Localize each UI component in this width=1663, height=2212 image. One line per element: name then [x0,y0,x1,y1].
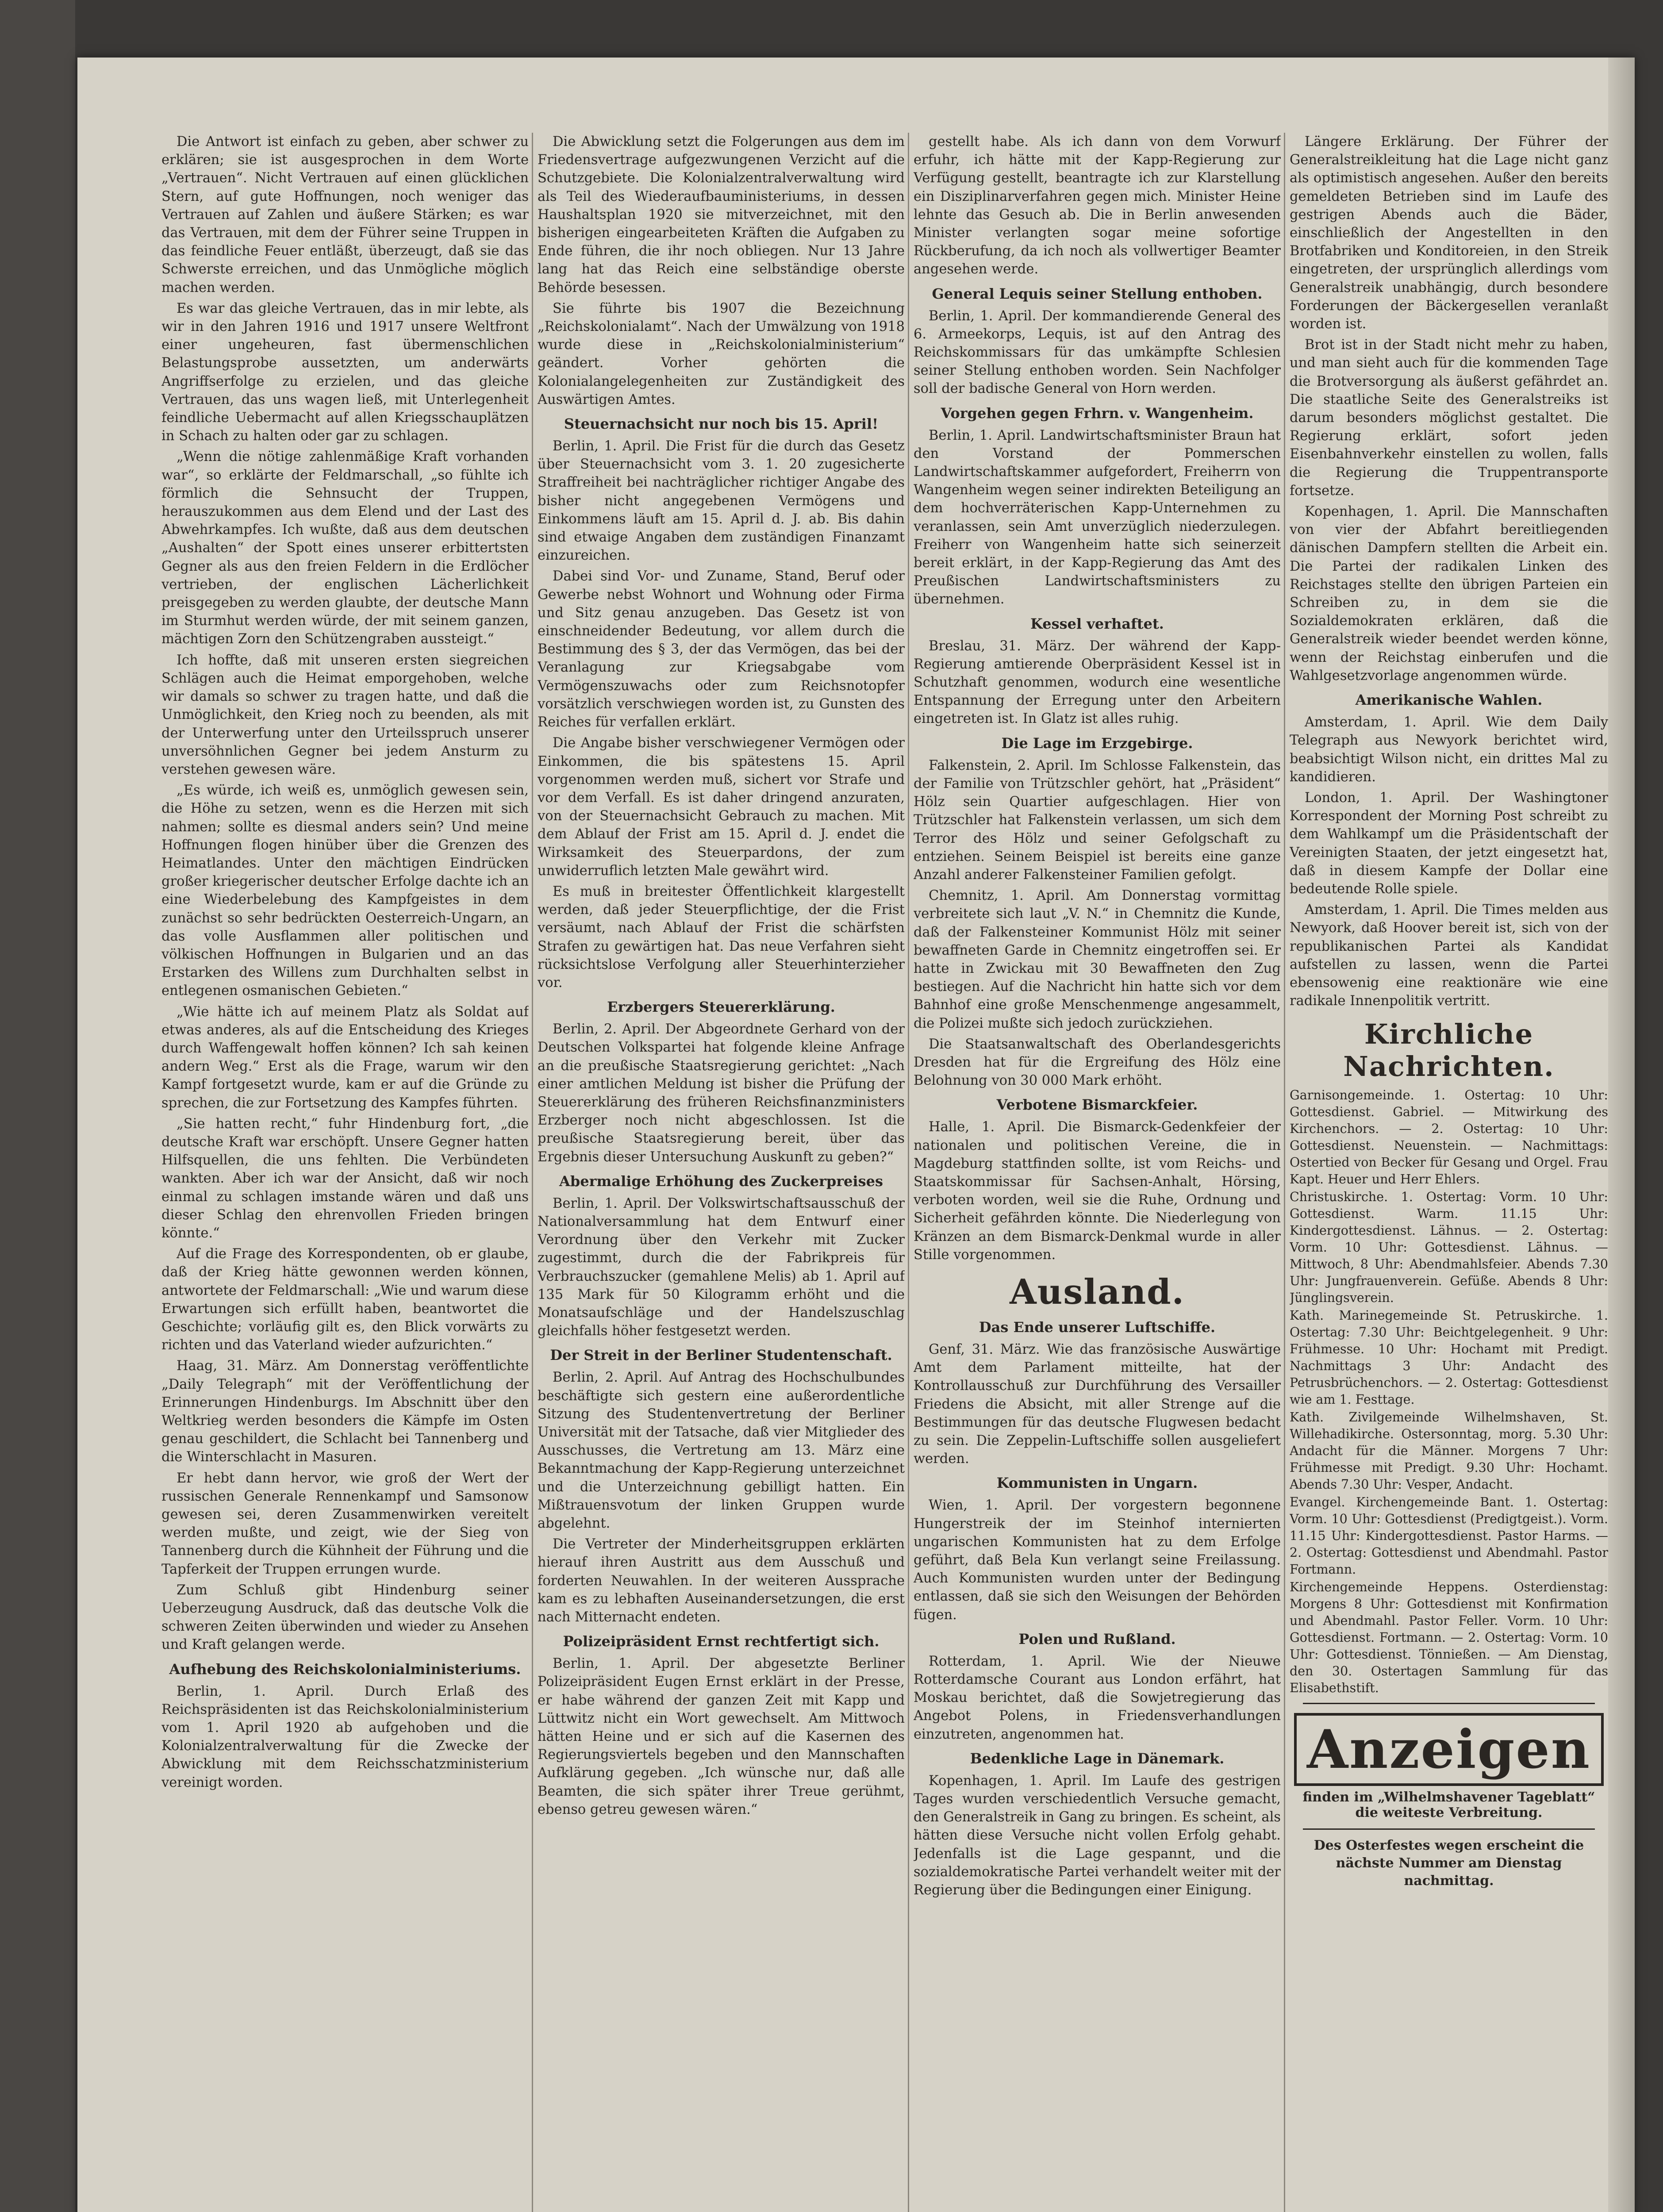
column-rule [1284,133,1285,2212]
article-paragraph: Es muß in breitester Öffentlichkeit klargestellt werden, daß jeder Steuerpflichtige, der die Frist versäumt, nach Ablauf der Frist die schärfsten Strafen zu gewärtigen hat. Das neue Verfahren sieht rücksichtslose Verfolgung aller Steuerhinterzieher vor. [538,883,905,991]
article-paragraph: Berlin, 1. April. Der Volkswirtschaftsausschuß der Nationalversammlung hat dem Entwurf einer Verordnung über den Verkehr mit Zucker zugestimmt, durch die der Fabrikpreis für Verbrauchszucker (gemahlene Melis) ab 1. April auf 135 Mark für 50 Kilogramm erhöht und die Monatsaufschläge und der Handelszuschlag gleichfalls höher festgesetzt werden. [538,1195,905,1339]
article-paragraph: „Es würde, ich weiß es, unmöglich gewesen sein, die Höhe zu setzen, wenn es die Herzen mit sich nahmen; sollte es diesmal anders sein? Und meine Hoffnungen flogen hinüber über die Grenzen des Heimatlandes. Unter den mächtigen Eindrücken großer kriegerischer deutscher Erfolge dachte ich an eine Wiederbelebung des Kampfgeistes in dem zunächst so sehr bedrückten Oesterreich-Ungarn, an das volle Ausflammen aller politischen und völkischen Hoffnungen in Bulgarien und an das Erstarken des Willens zum Durchhalten selbst in entlegenen osmanischen Gebieten.“ [161,783,529,999]
article-heading: Aufhebung des Reichskolonialministeriums. [169,1660,521,1678]
page-fold-shadow [1608,58,1635,2212]
article-paragraph: Ich hoffte, daß mit unseren ersten siegreichen Schlägen auch die Heimat emporgehoben, welche wir damals so schwer zu tragen hatte, und daß die Unmöglichkeit, den Krieg noch zu beenden, als mit der Unterwerfung unter den Urteilsspruch unserer unversöhnlichen Gegner bei jedem Ansturm zu verstehen gewesen wäre. [161,652,529,777]
church-notice: Evangel. Kirchengemeinde Bant. 1. Ostertag: Vorm. 10 Uhr: Gottesdienst (Predigtgeist.). Vorm. 11.15 Uhr: Kindergottesdienst. Pastor Harms. — 2. Ostertag: Gottesdienst und Abendmahl. Pastor Fortmann. [1290,1495,1608,1577]
article-paragraph: Rotterdam, 1. April. Wie der Nieuwe Rotterdamsche Courant aus London erfährt, hat Moskau berichtet, daß die Sowjetregierung das Angebot Polens, in Friedensverhandlungen einzutreten, angenommen hat. [914,1653,1281,1742]
article-paragraph: Wien, 1. April. Der vorgestern begonnene Hungerstreik der im Steinhof internierten ungarischen Kommunisten hat zu dem Erfolge geführt, daß Bela Kun verlangt seine Freilassung. Auch Kommunisten wurden unter der Bedingung entlassen, daß sie sich den Weisungen der Behörden fügen. [914,1498,1281,1623]
article-heading: Amerikanische Wahlen. [1355,691,1543,709]
article-paragraph: Berlin, 1. April. Der kommandierende General des 6. Armeekorps, Lequis, ist auf den Antrag des Reichskommissars für das umkämpfte Schlesien seiner Stellung enthoben worden. Sein Nachfolger soll der badische General von Horn werden. [914,308,1281,397]
column-3 [914,133,1281,2212]
article-paragraph: Längere Erklärung. Der Führer der Generalstreikleitung hat die Lage nicht ganz als optimistisch angesehen. Außer den bereits gemeldeten Betrieben sind im Laufe des gestrigen Abends auch die Bäder, einschließlich der Angestellten in den Brotfabriken und Konditoreien, in den Streik eingetreten, der ursprünglich allerdings vom Generalstreik unabhängig, durch besondere Forderungen der Bäckergesellen veranlaßt worden ist. [1290,134,1608,332]
article-heading: Kessel verhaftet. [1030,615,1164,632]
church-notice: Kath. Marinegemeinde St. Petruskirche. 1. Ostertag: 7.30 Uhr: Beichtgelegenheit. 9 Uhr: Frühmesse. 10 Uhr: Hochamt mit Predigt. Nachmittags 3 Uhr: Andacht des Petrusbrüchenchors. — 2. Ostertag: Gottesdienst wie am 1. Festtage. [1290,1308,1608,1407]
article-paragraph: Breslau, 31. März. Der während der Kapp-Regierung amtierende Oberpräsident Kessel ist in Schutzhaft genommen, wodurch eine wesentliche Entspannung der Erregung unter den Arbeitern eingetreten ist. In Glatz ist alles ruhig. [914,638,1281,727]
ads-box-title: Anzeigen [1294,1713,1604,1786]
article-paragraph: Auf die Frage des Korrespondenten, ob er glaube, daß der Krieg hätte gewonnen werden können, antwortete der Feldmarschall: „Wie und warum diese Erwartungen sich erfüllt haben, beantwortet die Geschichte; vorläufig gilt es, den Blick vorwärts zu richten und das Vaterland wieder aufzurichten.“ [161,1246,529,1353]
newspaper-page [77,58,1635,2212]
article-paragraph: Brot ist in der Stadt nicht mehr zu haben, und man sieht auch für die kommenden Tage die Brotversorgung als äußerst gefährdet an. Die staatliche Seite des Generalstreiks ist darum besonders möglichst gestaltet. Die Regierung erklärt, sofort jeden Eisenbahnverkehr einstellen zu wollen, falls die Regierung die Truppentransporte fortsetze. [1290,337,1608,499]
article-paragraph: Genf, 31. März. Wie das französische Auswärtige Amt dem Parlament mitteilte, hat der Kontrollausschuß zur Durchführung des Versailler Friedens die Absicht, mit aller Strenge auf die Bestimmungen für das deutsche Flugwesen bedacht zu sein. Die Zeppelin-Luftschiffe sollen ausgeliefert werden. [914,1341,1281,1467]
church-notice: Garnisongemeinde. 1. Ostertag: 10 Uhr: Gottesdienst. Gabriel. — Mitwirkung des Kirchenchors. — 2. Ostertag: 10 Uhr: Gottesdienst. Neuenstein. — Nachmittags: Ostertied von Becker für Gesang und Orgel. Frau Kapt. Heuer und Herr Ehlers. [1290,1088,1608,1187]
article-paragraph: Berlin, 1. April. Durch Erlaß des Reichspräsidenten ist das Reichskolonialministerium vom 1. April 1920 ab aufgehoben und die Kolonialzentralverwaltung für die Zwecke der Abwicklung mit dem Reichsschatzministerium vereinigt worden. [161,1683,529,1790]
section-title-ausland: Ausland. [1010,1271,1185,1312]
article-paragraph: Die Antwort ist einfach zu geben, aber schwer zu erklären; sie ist ausgesprochen in dem Worte „Vertrauen“. Nicht Vertrauen auf einen glücklichen Stern, auf gute Hoffnungen, noch weniger das Vertrauen auf Zahlen und äußere Stärken; es war das Vertrauen, mit dem der Führer seine Truppen in das feindliche Feuer entläßt, überzeugt, daß sie das Schwerste erreichen, und das Unmögliche möglich machen werden. [161,134,529,296]
article-paragraph: „Sie hatten recht,“ fuhr Hindenburg fort, „die deutsche Kraft war erschöpft. Unsere Gegner hatten Hilfsquellen, die uns fehlten. Die Verbündeten wankten. Aber ich war der Ansicht, daß wir noch einmal zu schlagen imstande wären und daß uns dieser Schlag den ehrenvollen Frieden bringen könnte.“ [161,1116,529,1241]
article-paragraph: Chemnitz, 1. April. Am Donnerstag vormittag verbreitete sich laut „V. N.“ in Chemnitz die Kunde, daß der Falkensteiner Kommunist Hölz mit seiner bewaffneten Garde in Chemnitz eingetroffen sei. Er hatte in Zwickau mit 30 Bewaffneten den Zug bestiegen. Auf die Nachricht hin hatte sich vor dem Bahnhof eine große Menschenmenge angesammelt, die Polizei mußte sich jedoch zurückziehen. [914,888,1281,1031]
article-paragraph: Die Staatsanwaltschaft des Oberlandesgerichts Dresden hat für die Ergreifung des Hölz eine Belohnung von 30 000 Mark erhöht. [914,1036,1281,1089]
article-paragraph: Berlin, 1. April. Landwirtschaftsminister Braun hat den Vorstand der Pommerschen Landwirtschaftskammer aufgefordert, Freiherrn von Wangenheim wegen seiner indirekten Beteiligung an dem hochverräterischen Kapp-Unternehmen zu veranlassen, sein Amt unverzüglich niederzulegen. Freiherr von Wangenheim hatte sich seinerzeit bereit erklärt, in der Kapp-Regierung das Amt des Preußischen Landwirtschaftsministers zu übernehmen. [914,427,1281,607]
article-paragraph: Berlin, 2. April. Der Abgeordnete Gerhard von der Deutschen Volkspartei hat folgende kleine Anfrage an die preußische Staatsregierung gerichtet: „Nach einer amtlichen Meldung ist bisher die Prüfung der Steuererklärung des früheren Reichsfinanzministers Erzberger noch nicht abgeschlossen. Ist die preußische Staatsregierung bereit, über das Ergebnis dieser Untersuchung Auskunft zu geben?“ [538,1022,905,1165]
divider [1303,1703,1595,1704]
article-heading: Polizeipräsident Ernst rechtfertigt sich. [563,1633,880,1650]
column-1 [161,133,529,2212]
article-paragraph: Die Vertreter der Minderheitsgruppen erklärten hierauf ihren Austritt aus dem Ausschuß und forderten Neuwahlen. In der weiteren Aussprache kam es zu lebhaften Auseinandersetzungen, die erst nach Mitternacht endeten. [538,1536,905,1625]
article-paragraph: Halle, 1. April. Die Bismarck-Gedenkfeier der nationalen und politischen Vereine, die in Magdeburg stattfinden sollte, ist vom Reichs- und Staatskommissar für Sachsen-Anhalt, Hörsing, verboten worden, weil sie die Ruhe, Ordnung und Sicherheit gefährden könnte. Die Niederlegung von Kränzen an dem Bismarck-Denkmal wurde in aller Stille vorgenommen. [914,1119,1281,1263]
article-paragraph: Falkenstein, 2. April. Im Schlosse Falkenstein, das der Familie von Trützschler gehört, hat „Präsident“ Hölz sein Quartier aufgeschlagen. Hier von Trützschler hat Falkenstein verlassen, um sich dem Terror des Hölz und seiner Gefolgschaft zu entziehen. Seinem Beispiel ist bereits eine ganze Anzahl anderer Falkensteiner Familien gefolgt. [914,757,1281,883]
article-paragraph: „Wie hätte ich auf meinem Platz als Soldat auf etwas anderes, als auf die Entscheidung des Krieges durch Waffengewalt hoffen können? Ich sah keinen andern Weg.“ Erst als die Frage, warum wir den Kampf fortgesetzt wurde, kam er auf die Gründe zu sprechen, die zur Fortsetzung des Kampfes führten. [161,1004,529,1111]
article-paragraph: Es war das gleiche Vertrauen, das in mir lebte, als wir in den Jahren 1916 und 1917 unsere Weltfront einer ungeheuren, fast übermenschlichen Belastungsprobe aussetzten, um anderwärts Angriffserfolge zu erzielen, und das gleiche Vertrauen, das uns wagen ließ, mit Unterlegenheit feindliche Uebermacht auf allen Kriegsschauplätzen in Schach zu halten oder gar zu schlagen. [161,300,529,444]
article-heading: Steuernachsicht nur noch bis 15. April! [564,415,879,433]
article-heading: Abermalige Erhöhung des Zuckerpreises [559,1172,883,1190]
article-paragraph: Haag, 31. März. Am Donnerstag veröffentlichte „Daily Telegraph“ mit der Veröffentlichung der Erinnerungen Hindenburgs. Im Abschnitt über den Weltkrieg werden besonders die Kämpfe im Osten genau geschildert, die Schlacht bei Tannenberg und die Winterschlacht in Masuren. [161,1358,529,1465]
article-paragraph: Kopenhagen, 1. April. Die Mannschaften von vier der Abfahrt bereitliegenden dänischen Dampfern stellten die Arbeit ein. Die Partei der radikalen Linken des Reichstages stellte den übrigen Parteien ein Schreiben zu, in dem sie die Sozialdemokraten erklären, daß die Generalstreik wieder beendet werden könne, wenn der Reichstag einberufen und die Wahlgesetzvorlage angenommen würde. [1290,504,1608,684]
article-heading: Vorgehen gegen Frhrn. v. Wangenheim. [941,404,1254,422]
article-paragraph: „Wenn die nötige zahlenmäßige Kraft vorhanden war“, so erklärte der Feldmarschall, „so fühlte ich förmlich die Sehnsucht der Truppen, herauszukommen aus dem Elend und der Last des Abwehrkampfes. Ich wußte, daß aus dem deutschen „Aushalten“ der Spott eines unserer erbittertsten Gegner als aus den freien Feldern in die Erdlöcher vertrieben, der englischen Lächerlichkeit preisgegeben zu werden glaubte, der deutsche Mann im Sturmhut werden würde, der mit seinem ganzen, mächtigen Zorn den Schützengraben aussteigt.“ [161,449,529,647]
article-paragraph: Amsterdam, 1. April. Die Times melden aus Newyork, daß Hoover bereit ist, sich von der republikanischen Partei als Kandidat aufstellen zu lassen, wenn die Partei ebensowenig eine reaktionäre wie eine radikale Innenpolitik vertritt. [1290,902,1608,1009]
ads-note: finden im „Wilhelmshavener Tageblatt“ die weiteste Verbreitung. [1302,1790,1595,1821]
article-heading: Erzbergers Steuererklärung. [607,998,835,1016]
church-notice: Kath. Zivilgemeinde Wilhelmshaven, St. Willehadikirche. Ostersonntag, morg. 5.30 Uhr: Andacht für die Männer. Morgens 7 Uhr: Frühmesse mit Predigt. 9.30 Uhr: Hochamt. Abends 7.30 Uhr: Vesper, Andacht. [1290,1410,1608,1492]
article-heading: Das Ende unserer Luftschiffe. [979,1318,1216,1336]
article-paragraph: Amsterdam, 1. April. Wie dem Daily Telegraph aus Newyork berichtet wird, beabsichtigt Wilson nicht, ein drittes Mal zu kandidieren. [1290,714,1608,785]
article-heading: Verbotene Bismarckfeier. [996,1096,1198,1114]
article-paragraph: Berlin, 1. April. Der abgesetzte Berliner Polizeipräsident Eugen Ernst erklärt in der Presse, er habe während der ganzen Zeit mit Kapp und Lüttwitz nicht ein Wort gewechselt. Am Mittwoch hätten Heine und er sich auf die Kasernen des Regierungsviertels begeben und den Mannschaften Aufklärung gegeben. „Ich wünsche nur, daß alle Beamten, die sich später ihrer Treue gerühmt, ebenso getreu gewesen wären.“ [538,1656,905,1817]
article-paragraph: Dabei sind Vor- und Zuname, Stand, Beruf oder Gewerbe nebst Wohnort und Wohnung oder Firma und Sitz genau anzugeben. Das Gesetz ist von einschneidender Bedeutung, vor allem durch die Bestimmung des § 3, der das Vermögen, das bei der Veranlagung zur Kriegsabgabe vom Vermögenszuwachs oder zum Reichsnotopfer vorsätzlich verschwiegen worden ist, zu Gunsten des Reiches für verfallen erklärt. [538,568,905,730]
article-paragraph: Zum Schluß gibt Hindenburg seiner Ueberzeugung Ausdruck, daß das deutsche Volk die schweren Zeiten überwinden und wieder zu Ansehen und Kraft gelangen werde. [161,1582,529,1653]
church-notice: Kirchengemeinde Heppens. Osterdienstag: Morgens 8 Uhr: Gottesdienst mit Konfirmation und Abendmahl. Pastor Feller. Vorm. 10 Uhr: Gottesdienst. Fortmann. — 2. Ostertag: Vorm. 10 Uhr: Gottesdienst. Tönnießen. — Am Dienstag, den 30. Ostertagen Sammlung für das Elisabethstift. [1290,1580,1608,1696]
article-heading: Der Streit in der Berliner Studentenschaft. [550,1347,892,1364]
church-notices [1290,1087,1608,1697]
article-paragraph: Er hebt dann hervor, wie groß der Wert der russischen Generale Rennenkampf und Samsonow gewesen sei, deren Zusammenwirken vereitelt werden mußte, und zeigt, wie der Sieg von Tannenberg durch die Kühnheit der Führung und die Tapferkeit der Truppen errungen wurde. [161,1470,529,1577]
publication-notice: Des Osterfestes wegen erscheint die nächste Nummer am Dienstag nachmittag. [1314,1838,1584,1889]
column-rule [532,133,533,2212]
article-heading: Bedenkliche Lage in Dänemark. [970,1750,1225,1767]
article-heading: Polen und Rußland. [1018,1630,1176,1647]
column-2 [538,133,905,2212]
column-rule [908,133,909,2212]
section-title-kirchliche-nachrichten: Kirchliche Nachrichten. [1343,1018,1555,1083]
article-paragraph: Kopenhagen, 1. April. Im Laufe des gestrigen Tages wurden verschiedentlich Versuche gemacht, den Generalstreik in Gang zu bringen. Es scheint, als hätten diese Versuche nicht vollen Erfolg gehabt. Jedenfalls ist die Lage gespannt, und die sozialdemokratische Partei verhandelt weiter mit der Regierung über die Bedingungen einer Einigung. [914,1773,1281,1898]
article-paragraph: Berlin, 1. April. Die Frist für die durch das Gesetz über Steuernachsicht vom 3. 1. 20 zugesicherte Straffreiheit bei nachträglicher richtiger Angabe des bisher nicht angegebenen Vermögens und Einkommens läuft am 15. April d. J. ab. Bis dahin sind etwaige Angaben dem zuständigen Finanzamt einzureichen. [538,438,905,564]
article-paragraph: Die Abwicklung setzt die Folgerungen aus dem im Friedensvertrage aufgezwungenen Verzicht auf die Schutzgebiete. Die Kolonialzentralverwaltung wird als Teil des Wiederaufbauministeriums, in dessen Haushaltsplan 1920 sie mitverzeichnet, mit den bisherigen eingearbeiteten Kräften die Aufgaben zu Ende führen, die ihr noch obliegen. Nur 13 Jahre lang hat das Reich eine selbständige oberste Behörde besessen. [538,134,905,296]
article-paragraph: London, 1. April. Der Washingtoner Korrespondent der Morning Post schreibt zu dem Wahlkampf um die Präsidentschaft der Vereinigten Staaten, der jetzt eingesetzt hat, daß in diesem Kampfe der Dollar eine bedeutende Rolle spiele. [1290,790,1608,897]
article-heading: Kommunisten in Ungarn. [996,1475,1198,1492]
article-paragraph: Sie führte bis 1907 die Bezeichnung „Reichskolonialamt“. Nach der Umwälzung von 1918 wurde diese in „Reichskolonialministerium“ geändert. Vorher gehörten die Kolonialangelegenheiten zur Zuständigkeit des Auswärtigen Amtes. [538,300,905,407]
article-paragraph: Berlin, 2. April. Auf Antrag des Hochschulbundes beschäftigte sich gestern eine außerordentliche Sitzung des Studentenvertretung der Berliner Universität mit der Tatsache, daß vier Mitglieder des Ausschusses, die Vertretung am 13. März eine Bekanntmachung der Kapp-Regierung unterzeichnet und die Unterzeichnung gebilligt hatten. Ein Mißtrauensvotum der linken Gruppen wurde abgelehnt. [538,1370,905,1532]
article-paragraph: gestellt habe. Als ich dann von dem Vorwurf erfuhr, ich hätte mit der Kapp-Regierung zur Verfügung gestellt, beantragte ich zur Klarstellung ein Disziplinarverfahren gegen mich. Minister Heine lehnte das Gesuch ab. Die in Berlin anwesenden Minister verlangten sogar meine sofortige Rückberufung, da ich noch als vollwertiger Beamter angesehen werde. [914,134,1281,277]
article-paragraph: Die Angabe bisher verschwiegener Vermögen oder Einkommen, die bis spätestens 15. April vorgenommen werden muß, sichert vor Strafe und vor dem Verfall. Es ist daher dringend anzuraten, von der Steuernachsicht Gebrauch zu machen. Mit dem Ablauf der Frist am 15. April d. J. endet die Wirksamkeit des Steuerpardons, der zum unwiderruflich letzten Male gewährt wird. [538,735,905,879]
scan-background [0,0,75,2212]
article-heading: General Lequis seiner Stellung enthoben. [932,285,1263,302]
divider [1303,1828,1595,1830]
article-heading: Die Lage im Erzgebirge. [1001,734,1193,752]
church-notice: Christuskirche. 1. Ostertag: Vorm. 10 Uhr: Gottesdienst. Warm. 11.15 Uhr: Kindergottesdienst. Lähnus. — 2. Ostertag: Vorm. 10 Uhr: Gottesdienst. Lähnus. — Mittwoch, 8 Uhr: Abendmahlsfeier. Abends 7.30 Uhr: Jungfrauenverein. Gefüße. Abends 8 Uhr: Jünglingsverein. [1290,1190,1608,1306]
column-4 [1290,133,1608,2212]
